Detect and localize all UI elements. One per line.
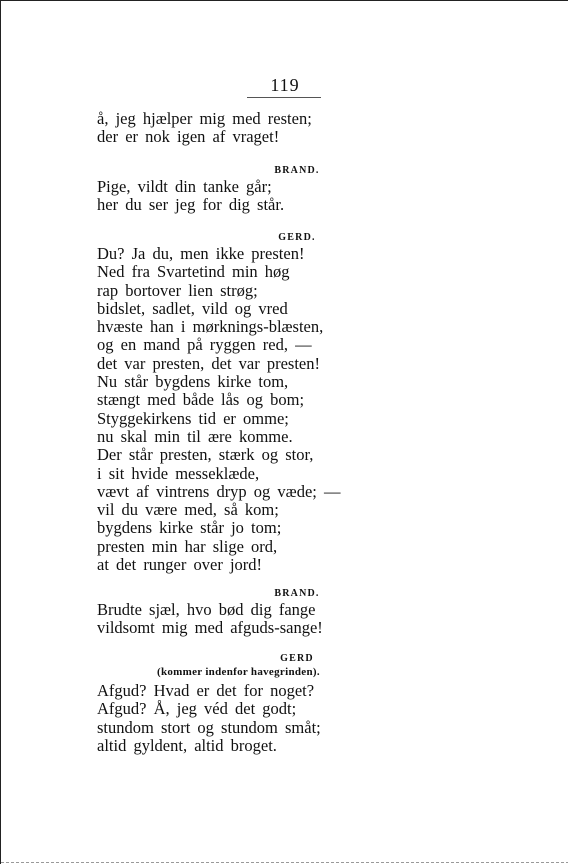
- stage-direction: (kommer indenfor havegrinden).: [157, 666, 320, 678]
- verse-line: vildsomt mig med afguds-sange!: [97, 618, 323, 638]
- verse-line: stængt med både lås og bom;: [97, 390, 305, 410]
- verse-line: i sit hvide messeklæde,: [97, 463, 260, 483]
- verse-line: Nu står bygdens kirke tom,: [97, 372, 289, 392]
- verse-line: at det runger over jord!: [97, 555, 263, 575]
- verse-line: bidslet, sadlet, vild og vred: [97, 298, 288, 318]
- verse-line: Brudte sjæl, hvo bød dig fange: [97, 600, 316, 619]
- verse-line: det var presten, det var presten!: [97, 353, 320, 373]
- verse-block-continuation: [97, 110, 537, 147]
- verse-line: bygdens kirke står jo tom;: [97, 518, 282, 538]
- page-bottom-edge: [1, 862, 568, 863]
- speaker-name: GERD: [280, 653, 314, 664]
- verse-line: Du? Ja du, men ikke presten!: [97, 244, 305, 263]
- verse-line: hvæste han i mørknings-blæsten,: [97, 317, 324, 337]
- verse-block-brand-2: [97, 601, 537, 638]
- speaker-name: BRAND.: [274, 165, 320, 176]
- verse-line: å, jeg hjælper mig med resten;: [97, 109, 312, 128]
- verse-line: Styggekirkens tid er omme;: [97, 408, 289, 428]
- page-number-underline: [247, 97, 321, 98]
- speaker-name: BRAND.: [274, 588, 320, 599]
- verse-line: vævt af vintrens dryp og væde; —: [97, 481, 341, 501]
- verse-line: presten min har slige ord,: [97, 536, 278, 556]
- verse-line: rap bortover lien strøg;: [97, 280, 258, 300]
- verse-line: Afgud? Hvad er det for noget?: [97, 681, 315, 700]
- verse-block-gerd-2: [97, 682, 537, 755]
- verse-line: og en mand på ryggen red, —: [97, 335, 312, 355]
- verse-line: nu skal min til ære komme.: [97, 426, 293, 446]
- verse-line: Afgud? Å, jeg véd det godt;: [97, 699, 297, 719]
- verse-line: vil du være med, så kom;: [97, 500, 279, 520]
- verse-block-gerd: [97, 245, 537, 574]
- verse-line: Der står presten, stærk og stor,: [97, 445, 314, 465]
- verse-line: her du ser jeg for dig står.: [97, 195, 285, 215]
- page-number: 119: [270, 75, 300, 95]
- verse-line: Pige, vildt din tanke går;: [97, 177, 272, 196]
- verse-line: altid gyldent, altid broget.: [97, 735, 277, 755]
- verse-block-brand: [97, 178, 537, 215]
- verse-line: der er nok igen af vraget!: [97, 127, 280, 147]
- verse-line: Ned fra Svartetind min høg: [97, 262, 290, 282]
- speaker-name: GERD.: [278, 232, 316, 243]
- verse-line: stundom stort og stundom småt;: [97, 717, 321, 737]
